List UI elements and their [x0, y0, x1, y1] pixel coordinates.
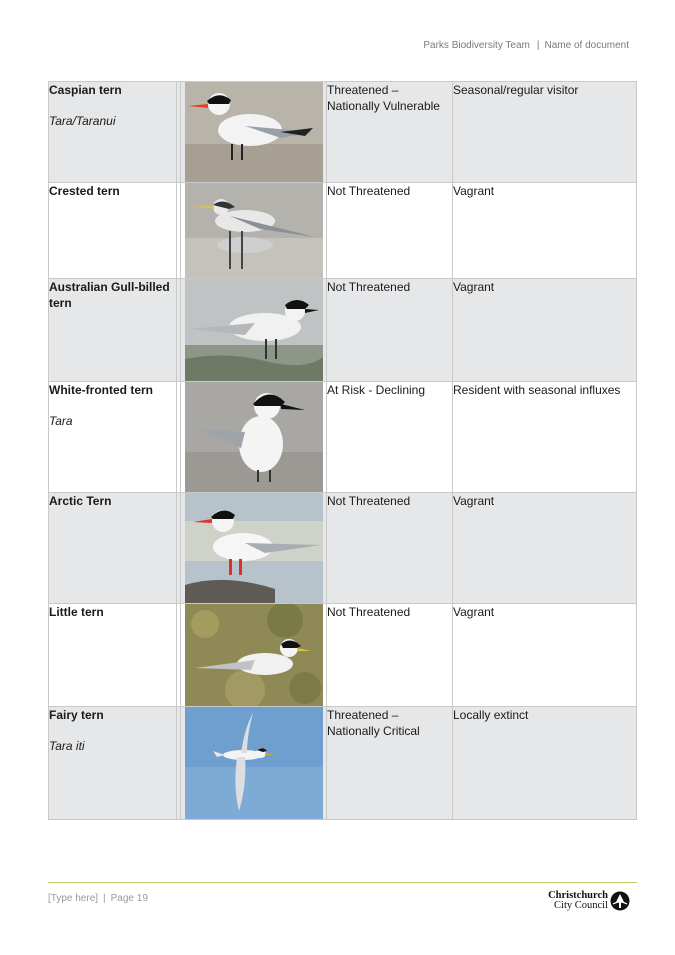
threat-status-cell: At Risk - Declining	[327, 382, 453, 493]
fairy-tern-photo	[185, 707, 323, 819]
logo-line-2: City Council	[554, 900, 608, 911]
threat-status-cell: Threatened – Nationally Critical	[327, 707, 453, 820]
header-separator: |	[536, 40, 540, 51]
threat-status-cell: Not Threatened	[327, 604, 453, 707]
common-name: Fairy tern	[49, 708, 104, 722]
header-team: Parks Biodiversity Team	[423, 40, 530, 51]
logo-line-1: Christchurch	[548, 890, 608, 901]
common-name: Caspian tern	[49, 83, 122, 97]
threat-status-cell: Not Threatened	[327, 183, 453, 279]
council-logo-text	[548, 891, 608, 911]
table-row-gull-billed-tern	[49, 279, 637, 382]
footer-placeholder: [Type here]	[48, 893, 99, 904]
presence-cell: Vagrant	[453, 279, 637, 382]
arctic-tern-photo	[185, 493, 323, 603]
table-row-caspian-tern	[49, 82, 637, 183]
species-name-cell	[49, 279, 177, 382]
common-name: Little tern	[49, 605, 104, 619]
table-row-white-fronted-tern	[49, 382, 637, 493]
threat-status-cell: Not Threatened	[327, 279, 453, 382]
presence-cell: Vagrant	[453, 604, 637, 707]
species-name-cell	[49, 382, 177, 493]
presence-cell: Seasonal/regular visitor	[453, 82, 637, 183]
photo-cell	[181, 279, 327, 382]
header-doc-name: Name of document	[544, 40, 629, 51]
little-tern-photo	[185, 604, 323, 706]
photo-cell	[181, 707, 327, 820]
photo-cell	[181, 82, 327, 183]
table-row-fairy-tern	[49, 707, 637, 820]
page-number: Page 19	[110, 893, 148, 904]
common-name: Arctic Tern	[49, 494, 112, 508]
presence-cell: Vagrant	[453, 493, 637, 604]
table-row-little-tern	[49, 604, 637, 707]
species-name-cell	[49, 183, 177, 279]
maori-name: Tara/Taranui	[49, 114, 116, 128]
footer-separator: |	[103, 893, 106, 904]
threat-status-cell: Threatened – Nationally Vulnerable	[327, 82, 453, 183]
caspian-tern-photo	[185, 82, 323, 182]
species-name-cell	[49, 82, 177, 183]
species-name-cell	[49, 604, 177, 707]
table-row-arctic-tern	[49, 493, 637, 604]
photo-cell	[181, 382, 327, 493]
common-name: Australian Gull-billed tern	[49, 280, 170, 310]
photo-cell	[181, 604, 327, 707]
photo-cell	[181, 183, 327, 279]
council-logo	[548, 891, 638, 917]
threat-status-cell: Not Threatened	[327, 493, 453, 604]
presence-cell: Resident with seasonal influxes	[453, 382, 637, 493]
species-name-cell	[49, 493, 177, 604]
tern-species-table	[48, 81, 637, 820]
presence-cell: Vagrant	[453, 183, 637, 279]
white-fronted-tern-photo	[185, 382, 323, 492]
maori-name: Tara	[49, 414, 73, 428]
council-logo-mark-icon	[610, 891, 630, 911]
table-row-crested-tern	[49, 183, 637, 279]
species-name-cell	[49, 707, 177, 820]
page-footer	[48, 893, 148, 904]
crested-tern-photo	[185, 183, 323, 278]
gull-billed-tern-photo	[185, 279, 323, 381]
photo-cell	[181, 493, 327, 604]
page-header	[423, 40, 629, 51]
presence-cell: Locally extinct	[453, 707, 637, 820]
footer-divider	[48, 882, 637, 883]
maori-name: Tara iti	[49, 739, 85, 753]
common-name: White-fronted tern	[49, 383, 153, 397]
common-name: Crested tern	[49, 184, 120, 198]
